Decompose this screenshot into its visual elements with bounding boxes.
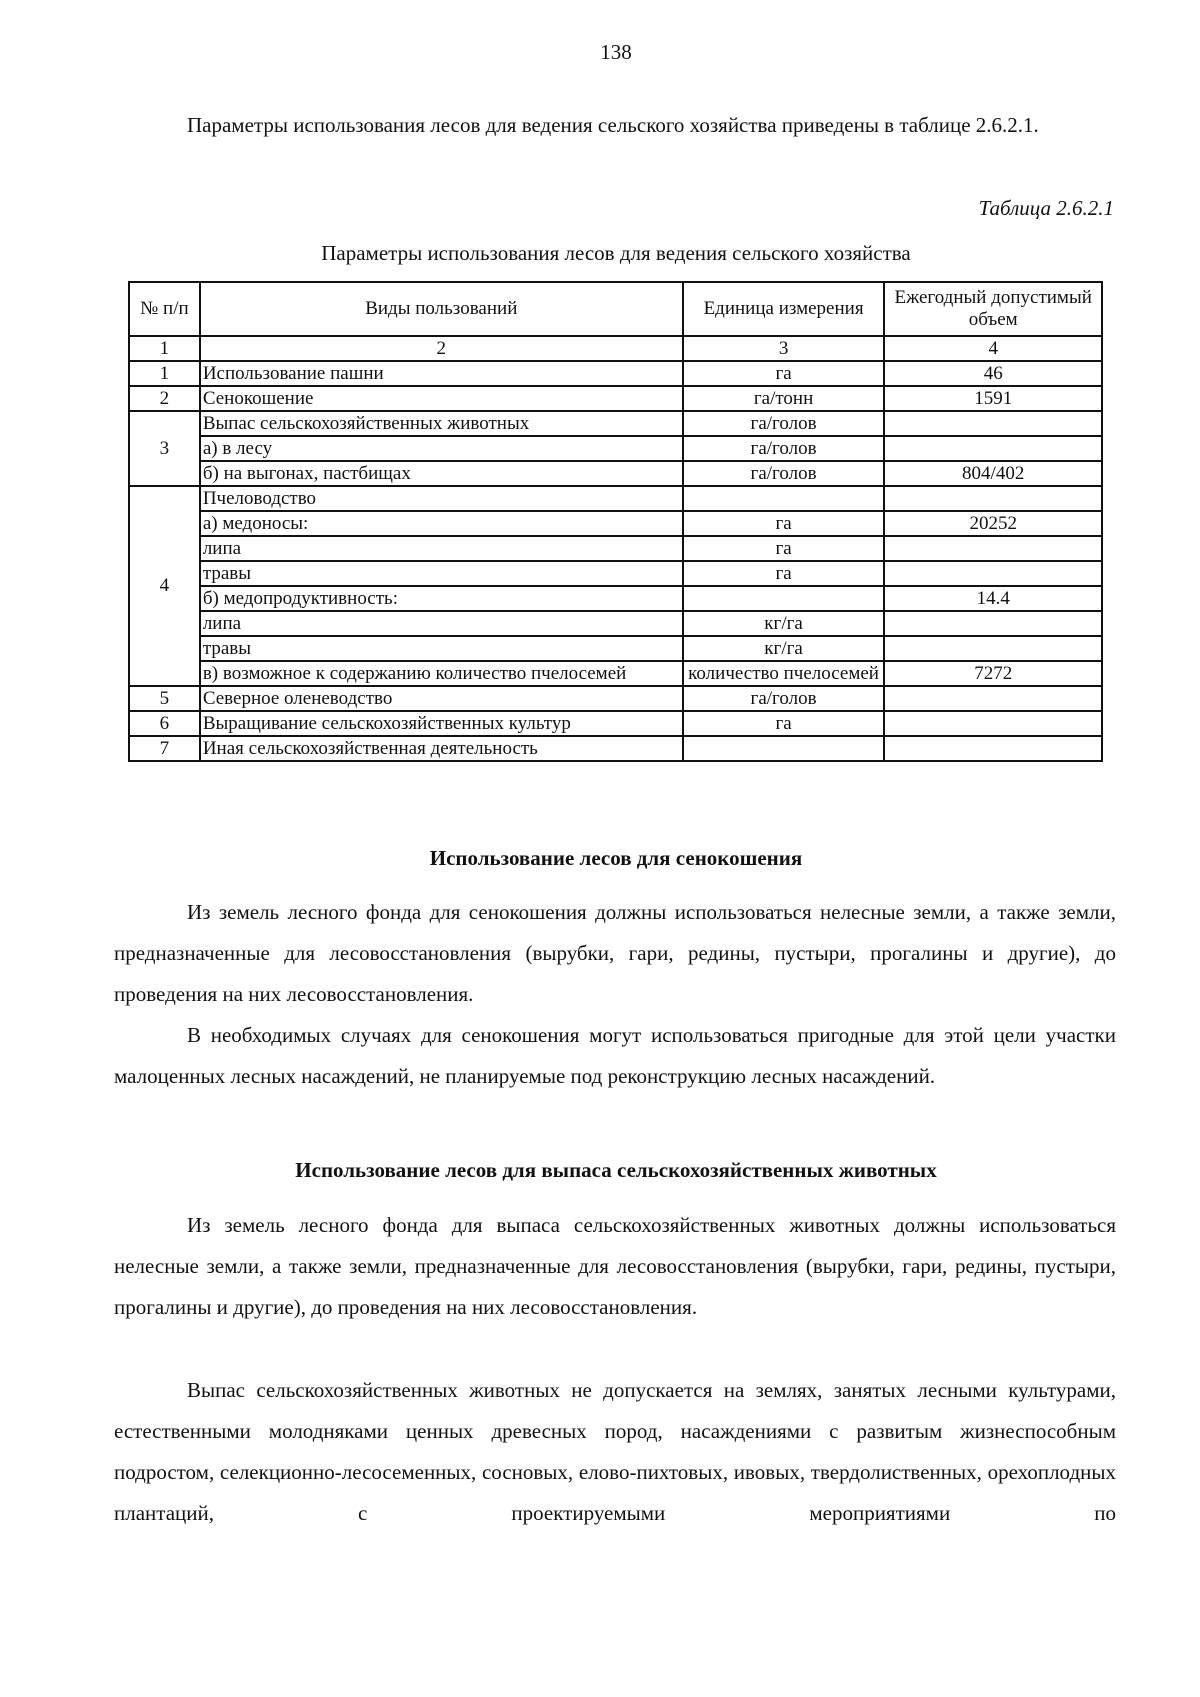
intro-paragraph: Параметры использования лесов для ведения сельского хозяйства приведены в таблице 2.6.2.1. (187, 113, 1039, 137)
table-row (129, 511, 1102, 536)
row-volume (884, 411, 1102, 436)
row-kind: б) на выгонах, пастбищах (200, 461, 683, 486)
agriculture-table (128, 281, 1103, 762)
row-num: 6 (129, 711, 200, 736)
grazing-paragraph-2: Выпас сельскохозяйственных животных не допускается на землях, занятых лесными культурами, естественными молодняками ценных древесных пород, насаждениями с развитым жизнеспособным подростом, селекционно-лесосеменных, сосновых, елово-пихтовых, ивовых, твердолиственных, орехоплодных плантаций, с проектируемыми мероприятиями по (114, 1378, 1116, 1525)
colnum-cell: 3 (683, 336, 885, 361)
row-unit: га/голов (683, 436, 885, 461)
row-unit (683, 736, 885, 761)
row-unit (683, 486, 885, 511)
row-kind: б) медопродуктивность: (200, 586, 683, 611)
row-kind: травы (200, 561, 683, 586)
row-volume (884, 536, 1102, 561)
row-unit: га (683, 361, 885, 386)
table-header-row (129, 282, 1102, 336)
table-row (129, 461, 1102, 486)
row-kind: а) в лесу (200, 436, 683, 461)
table-row (129, 711, 1102, 736)
row-volume (884, 686, 1102, 711)
row-kind: Иная сельскохозяйственная деятельность (200, 736, 683, 761)
row-kind: Сенокошение (200, 386, 683, 411)
row-num: 3 (129, 411, 200, 486)
row-volume: 7272 (884, 661, 1102, 686)
table-row (129, 661, 1102, 686)
row-unit: га (683, 711, 885, 736)
header-volume: Ежегодный допустимый объем (884, 282, 1102, 336)
row-volume (884, 486, 1102, 511)
section-heading-haymaking: Использование лесов для сенокошения (429, 846, 803, 870)
row-kind: травы (200, 636, 683, 661)
row-volume (884, 711, 1102, 736)
row-volume: 14.4 (884, 586, 1102, 611)
row-unit: га (683, 511, 885, 536)
table-row (129, 386, 1102, 411)
row-kind: липа (200, 536, 683, 561)
table-row (129, 586, 1102, 611)
row-unit: га (683, 536, 885, 561)
table-row (129, 636, 1102, 661)
haymaking-paragraph-1: Из земель лесного фонда для сенокошения должны использоваться нелесные земли, а также земли, предназначенные для лесовосстановления (вырубки, гари, редины, пустыри, прогалины и другие), до проведения на них лесовосстановления. (114, 900, 1116, 1006)
table-row (129, 611, 1102, 636)
row-unit: га/голов (683, 686, 885, 711)
row-kind: липа (200, 611, 683, 636)
grazing-paragraph-1: Из земель лесного фонда для выпаса сельскохозяйственных животных должны использоваться нелесные земли, а также земли, предназначенные для лесовосстановления (вырубки, гари, редины, пустыри, прогалины и другие), до проведения на них лесовосстановления. (114, 1213, 1116, 1319)
row-volume (884, 611, 1102, 636)
table-title: Параметры использования лесов для ведения сельского хозяйства (321, 241, 911, 265)
row-kind: Северное оленеводство (200, 686, 683, 711)
section-heading-grazing: Использование лесов для выпаса сельскохозяйственных животных (295, 1158, 937, 1182)
row-volume (884, 561, 1102, 586)
colnum-cell: 2 (200, 336, 683, 361)
row-volume (884, 736, 1102, 761)
row-volume: 804/402 (884, 461, 1102, 486)
row-num: 5 (129, 686, 200, 711)
row-volume: 46 (884, 361, 1102, 386)
table-row (129, 561, 1102, 586)
table-row (129, 486, 1102, 511)
row-num: 4 (129, 486, 200, 686)
haymaking-paragraph-2: В необходимых случаях для сенокошения могут использоваться пригодные для этой цели участки малоценных лесных насаждений, не планируемые под реконструкцию лесных насаждений. (114, 1023, 1116, 1088)
row-kind: а) медоносы: (200, 511, 683, 536)
colnum-cell: 1 (129, 336, 200, 361)
row-volume (884, 636, 1102, 661)
table-row (129, 361, 1102, 386)
row-num: 7 (129, 736, 200, 761)
header-kind: Виды пользований (200, 282, 683, 336)
row-volume: 1591 (884, 386, 1102, 411)
row-kind: Пчеловодство (200, 486, 683, 511)
table-row (129, 536, 1102, 561)
row-kind: в) возможное к содержанию количество пчелосемей (200, 661, 683, 686)
row-num: 1 (129, 361, 200, 386)
row-volume: 20252 (884, 511, 1102, 536)
row-unit: кг/га (683, 636, 885, 661)
row-kind: Использование пашни (200, 361, 683, 386)
table-row (129, 436, 1102, 461)
row-unit: га (683, 561, 885, 586)
page-number: 138 (600, 40, 632, 64)
row-kind: Выпас сельскохозяйственных животных (200, 411, 683, 436)
header-unit: Единица измерения (683, 282, 885, 336)
row-unit (683, 586, 885, 611)
row-unit: кг/га (683, 611, 885, 636)
row-unit: га/голов (683, 461, 885, 486)
row-num: 2 (129, 386, 200, 411)
row-unit: количество пчелосемей (683, 661, 885, 686)
table-row (129, 411, 1102, 436)
row-unit: га/голов (683, 411, 885, 436)
table-row (129, 736, 1102, 761)
row-kind: Выращивание сельскохозяйственных культур (200, 711, 683, 736)
colnum-cell: 4 (884, 336, 1102, 361)
row-volume (884, 436, 1102, 461)
table-label: Таблица 2.6.2.1 (978, 196, 1114, 220)
table-row (129, 686, 1102, 711)
table-colnum-row (129, 336, 1102, 361)
header-num: № п/п (129, 282, 200, 336)
row-unit: га/тонн (683, 386, 885, 411)
